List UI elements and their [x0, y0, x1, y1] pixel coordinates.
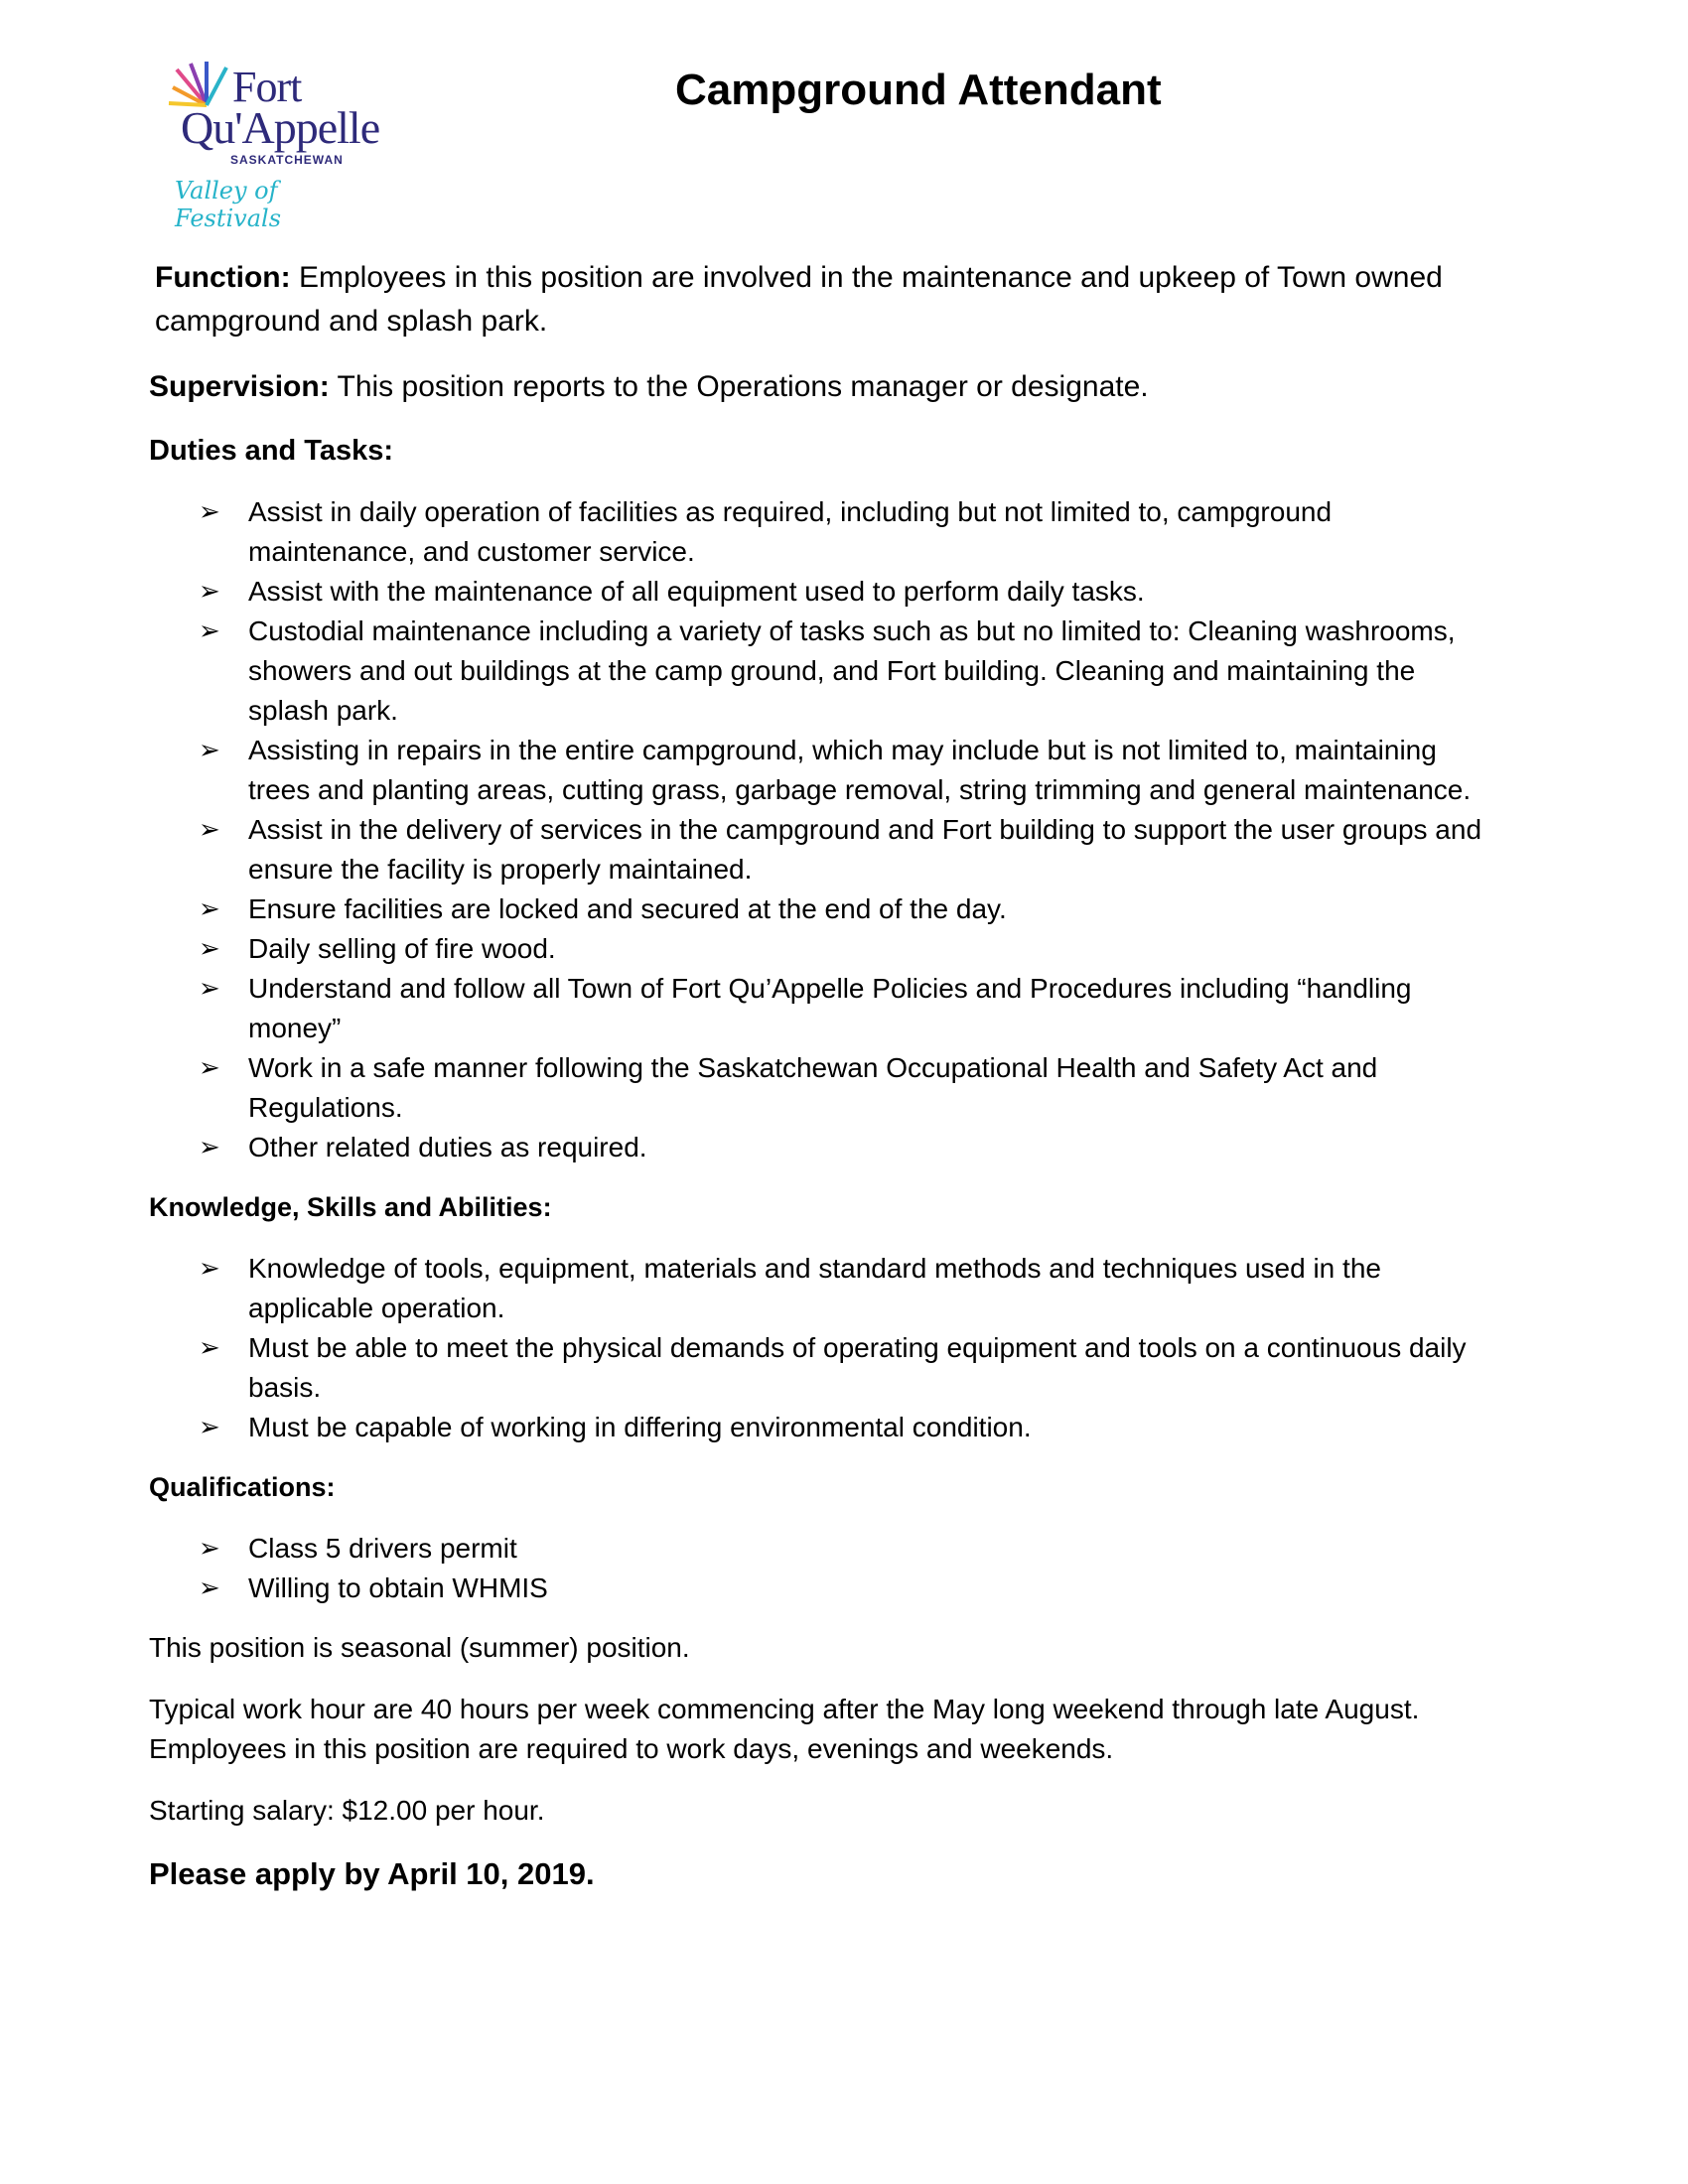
list-item-text: Assist with the maintenance of all equipment used to perform daily tasks. [248, 576, 1145, 607]
bullet-arrow-icon: ➢ [199, 1254, 220, 1284]
seasonal-note: This position is seasonal (summer) position. [149, 1632, 690, 1663]
list-item [149, 612, 1489, 731]
logo-text-province: SASKATCHEWAN [230, 153, 344, 167]
bullet-arrow-icon: ➢ [199, 1573, 220, 1603]
list-item-text: Class 5 drivers permit [248, 1533, 517, 1564]
list-item [149, 889, 1489, 929]
list-item-text: Must be able to meet the physical demands of operating equipment and tools on a continuous daily basis. [248, 1332, 1467, 1403]
list-item-text: Daily selling of fire wood. [248, 933, 556, 964]
list-item-text: Understand and follow all Town of Fort Qu’Appelle Policies and Procedures including “handling money” [248, 973, 1412, 1043]
bullet-arrow-icon: ➢ [199, 974, 220, 1004]
function-text: Employees in this position are involved in the maintenance and upkeep of Town owned campground and splash park. [155, 261, 1443, 338]
list-item [149, 1529, 1489, 1569]
list-item-text: Work in a safe manner following the Saskatchewan Occupational Health and Safety Act and Regulations. [248, 1052, 1378, 1123]
list-item-text: Assist in daily operation of facilities as required, including but not limited to, campground maintenance, and customer service. [248, 496, 1333, 567]
list-item [149, 1249, 1489, 1328]
bullet-arrow-icon: ➢ [199, 815, 220, 845]
function-paragraph [155, 256, 1499, 343]
list-item [149, 1328, 1489, 1408]
list-item [149, 1569, 1489, 1608]
list-item-text: Custodial maintenance including a variety of tasks such as but no limited to: Cleaning washrooms, showers and out buildings at the camp ground, and Fort building. Cleaning and maintaining the splash park. [248, 615, 1456, 726]
list-item [149, 810, 1489, 889]
list-item [149, 969, 1489, 1048]
list-item [149, 929, 1489, 969]
logo-text-quappelle: Qu'Appelle [181, 102, 380, 153]
ksa-list [149, 1249, 1499, 1447]
qualifications-heading: Qualifications: [149, 1472, 336, 1502]
duties-heading: Duties and Tasks: [149, 435, 394, 467]
list-item-text: Knowledge of tools, equipment, materials and standard methods and techniques used in the applicable operation. [248, 1253, 1381, 1323]
bullet-arrow-icon: ➢ [199, 1333, 220, 1363]
bullet-arrow-icon: ➢ [199, 616, 220, 646]
bullet-arrow-icon: ➢ [199, 736, 220, 765]
salary-note: Starting salary: $12.00 per hour. [149, 1795, 545, 1826]
bullet-arrow-icon: ➢ [199, 934, 220, 964]
supervision-label: Supervision: [149, 370, 330, 403]
apply-deadline: Please apply by April 10, 2019. [149, 1856, 595, 1891]
list-item-text: Willing to obtain WHMIS [248, 1572, 548, 1603]
list-item [149, 492, 1489, 572]
logo-tagline: Valley of Festivals [175, 177, 282, 232]
list-item-text: Ensure facilities are locked and secured at the end of the day. [248, 893, 1007, 924]
list-item [149, 572, 1489, 612]
ksa-heading: Knowledge, Skills and Abilities: [149, 1192, 552, 1222]
bullet-arrow-icon: ➢ [199, 1053, 220, 1083]
bullet-arrow-icon: ➢ [199, 497, 220, 527]
bullet-arrow-icon: ➢ [199, 1534, 220, 1564]
bullet-arrow-icon: ➢ [199, 577, 220, 607]
supervision-paragraph [149, 365, 1499, 409]
list-item [149, 731, 1489, 810]
bullet-arrow-icon: ➢ [199, 1413, 220, 1442]
hours-note: Typical work hour are 40 hours per week commencing after the May long weekend through late August. Employees in this position are required to work days, evenings and weekends. [149, 1694, 1420, 1764]
list-item-text: Other related duties as required. [248, 1132, 647, 1162]
function-label: Function: [155, 261, 291, 294]
qualifications-list [149, 1529, 1499, 1608]
list-item-text: Must be capable of working in differing environmental condition. [248, 1412, 1032, 1442]
duties-list [149, 492, 1499, 1167]
list-item-text: Assist in the delivery of services in the campground and Fort building to support the user groups and ensure the facility is properly maintained. [248, 814, 1482, 885]
town-logo [167, 62, 380, 232]
bullet-arrow-icon: ➢ [199, 1133, 220, 1162]
list-item [149, 1048, 1489, 1128]
list-item [149, 1408, 1489, 1447]
document-body [149, 256, 1499, 1896]
list-item-text: Assisting in repairs in the entire campground, which may include but is not limited to, maintaining trees and planting areas, cutting grass, garbage removal, string trimming and general maintenance. [248, 735, 1472, 805]
page-title: Campground Attendant [675, 66, 1162, 114]
logo-text-fort: Fort [232, 63, 302, 111]
list-item [149, 1128, 1489, 1167]
bullet-arrow-icon: ➢ [199, 894, 220, 924]
supervision-text: This position reports to the Operations manager or designate. [329, 370, 1149, 403]
